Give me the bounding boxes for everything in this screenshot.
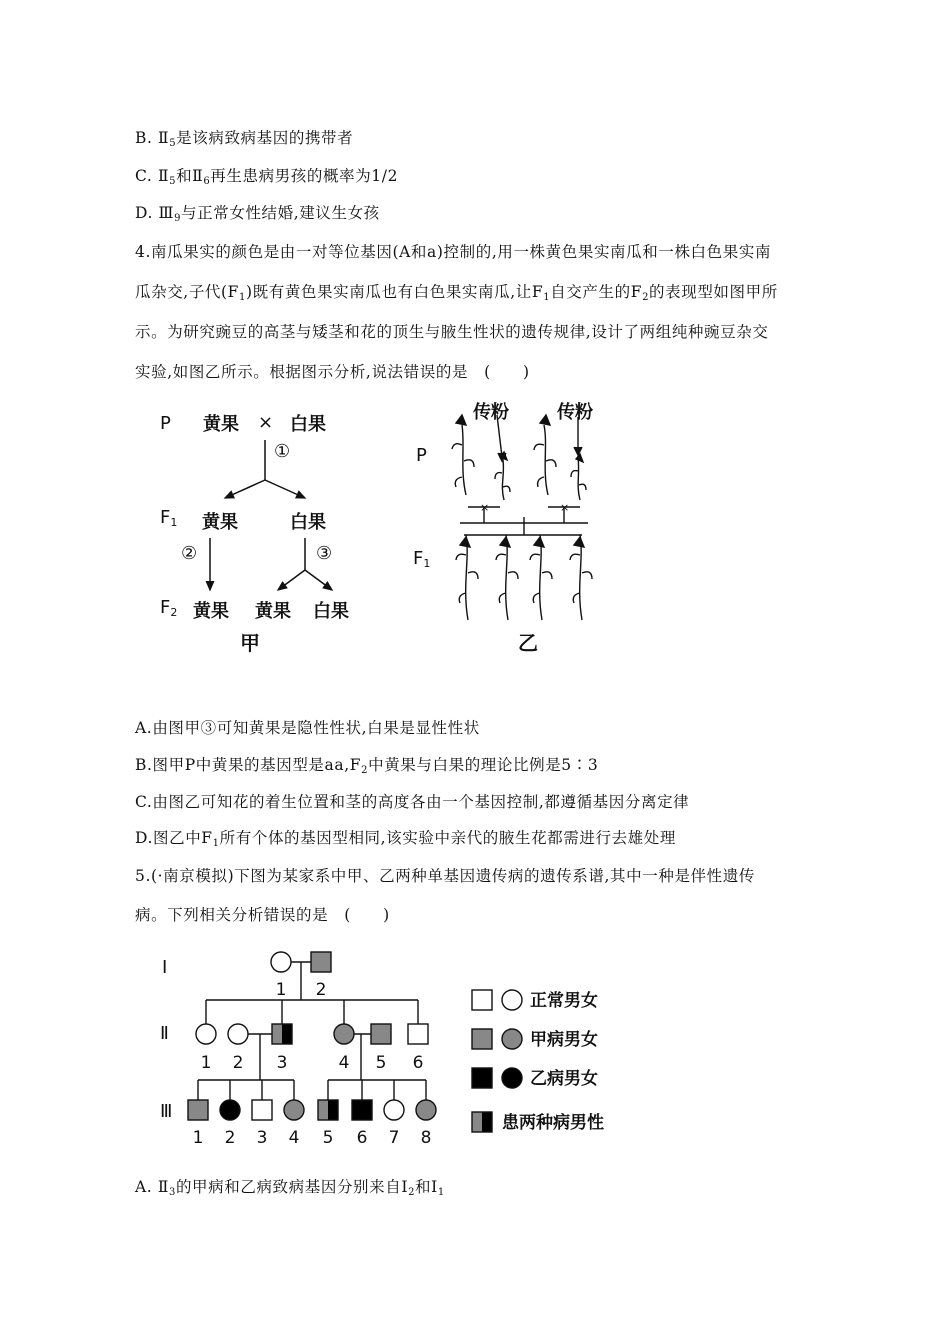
- jia-cross-symbol: ×: [258, 412, 274, 433]
- g3-male-1: [188, 1100, 208, 1120]
- q5-option-a: A. $Ⅱ_3$的甲病和乙病致病基因分别来自$Ⅰ_2$和$Ⅰ_1$: [135, 1178, 445, 1198]
- yi-title: 乙: [518, 631, 538, 655]
- g1-male-2: [311, 952, 331, 972]
- g3-num-5: 5: [322, 1128, 334, 1148]
- legend-yi: 乙病男女: [530, 1069, 598, 1089]
- g1-female-1: [271, 952, 291, 972]
- q3-option-b: B. $Ⅱ_5$是该病致病基因的携带者: [135, 129, 354, 149]
- g3-female-8: [416, 1100, 436, 1120]
- q5-stem-line2: 病。下列相关分析错误的是 ( ): [135, 906, 390, 924]
- yi-pollination-label-2: 传粉: [557, 402, 593, 423]
- g2-female-1: [196, 1024, 216, 1044]
- g2-num-2: 2: [232, 1053, 244, 1073]
- pedigree-chart: [150, 940, 650, 1150]
- g3-female-2: [220, 1100, 240, 1120]
- q3-option-c: C. $Ⅱ_5$和$Ⅱ_6$再生患病男孩的概率为1/2: [135, 167, 399, 187]
- jia-f2-white: 白果: [313, 601, 349, 622]
- g3-female-7: [384, 1100, 404, 1120]
- g3-num-8: 8: [420, 1128, 432, 1148]
- g2-num-5: 5: [375, 1053, 387, 1073]
- yi-cross-1: ×: [480, 501, 490, 514]
- jia-f1-white: 白果: [290, 512, 326, 533]
- q4-option-b: B.图甲P中黄果的基因型是$aa,F_2$中黄果与白果的理论比例是5∶3: [135, 756, 599, 776]
- q4-option-a: A.由图甲③可知黄果是隐性性状,白果是显性性状: [135, 719, 480, 737]
- g1-num-2: 2: [315, 980, 327, 1000]
- jia-p-label: P: [160, 413, 171, 434]
- jia-step1: ①: [274, 441, 291, 462]
- gen-label-2: Ⅱ: [160, 1023, 169, 1044]
- g3-male-6: [352, 1100, 372, 1120]
- g3-num-7: 7: [388, 1128, 400, 1148]
- g2-male-6: [408, 1024, 428, 1044]
- yi-p-label: P: [416, 445, 427, 466]
- jia-p-white: 白果: [290, 414, 326, 435]
- jia-step3: ③: [316, 543, 333, 564]
- q4-option-c: C.由图乙可知花的着生位置和茎的高度各由一个基因控制,都遵循基因分离定律: [135, 793, 690, 811]
- yi-plants-drawing: [440, 395, 620, 625]
- q4-stem-line1: 4.南瓜果实的颜色是由一对等位基因(A和a)控制的,用一株黄色果实南瓜和一株白色果实南: [135, 243, 772, 261]
- g2-num-3: 3: [276, 1053, 288, 1073]
- jia-f2-yellow-2: 黄果: [255, 601, 291, 622]
- q3-option-d: D. $Ⅲ_9$与正常女性结婚,建议生女孩: [135, 204, 380, 224]
- yi-cross-2: ×: [560, 501, 570, 514]
- legend-jia: 甲病男女: [530, 1030, 598, 1050]
- gen-label-1: Ⅰ: [162, 957, 168, 978]
- jia-p-yellow: 黄果: [203, 414, 239, 435]
- gen-label-3: Ⅲ: [160, 1101, 173, 1122]
- g2-num-4: 4: [338, 1053, 350, 1073]
- g2-female-4: [334, 1024, 354, 1044]
- g3-num-6: 6: [356, 1128, 368, 1148]
- g3-female-4: [284, 1100, 304, 1120]
- q4-option-d: D.图乙中$F_1$所有个体的基因型相同,该实验中亲代的腋生花都需进行去雄处理: [135, 829, 676, 849]
- g3-num-2: 2: [224, 1128, 236, 1148]
- jia-f1-label: $F_1$: [160, 507, 178, 529]
- yi-f1-label: $F_1$: [413, 548, 431, 570]
- g3-male-3: [252, 1100, 272, 1120]
- q5-stem-line1: 5.(·南京模拟)下图为某家系中甲、乙两种单基因遗传病的遗传系谱,其中一种是伴性遗传: [135, 867, 755, 885]
- g1-num-1: 1: [275, 980, 287, 1000]
- pedigree-legend: [472, 990, 522, 1132]
- q4-stem-line3: 示。为研究豌豆的高茎与矮茎和花的顶生与腋生性状的遗传规律,设计了两组纯种豌豆杂交: [135, 323, 769, 341]
- jia-arrows: [150, 430, 380, 600]
- g2-num-6: 6: [412, 1053, 424, 1073]
- g3-num-1: 1: [192, 1128, 204, 1148]
- q4-stem-line4: 实验,如图乙所示。根据图示分析,说法错误的是 ( ): [135, 363, 530, 381]
- jia-f2-label: $F_2$: [160, 597, 178, 619]
- jia-f2-yellow-1: 黄果: [193, 601, 229, 622]
- g2-num-1: 1: [200, 1053, 212, 1073]
- jia-step2: ②: [181, 543, 198, 564]
- g3-num-3: 3: [256, 1128, 268, 1148]
- legend-both: 患两种病男性: [502, 1113, 604, 1133]
- g2-female-2: [228, 1024, 248, 1044]
- legend-normal: 正常男女: [530, 991, 598, 1011]
- jia-title: 甲: [240, 631, 260, 655]
- g3-num-4: 4: [288, 1128, 300, 1148]
- yi-pollination-label-1: 传粉: [473, 402, 509, 423]
- q4-stem-line2: 瓜杂交,子代$(F_1)$既有黄色果实南瓜也有白色果实南瓜,让$F_1$自交产生的$F_2$的表现型如图甲所: [135, 283, 778, 303]
- g2-male-5: [371, 1024, 391, 1044]
- jia-f1-yellow: 黄果: [202, 512, 238, 533]
